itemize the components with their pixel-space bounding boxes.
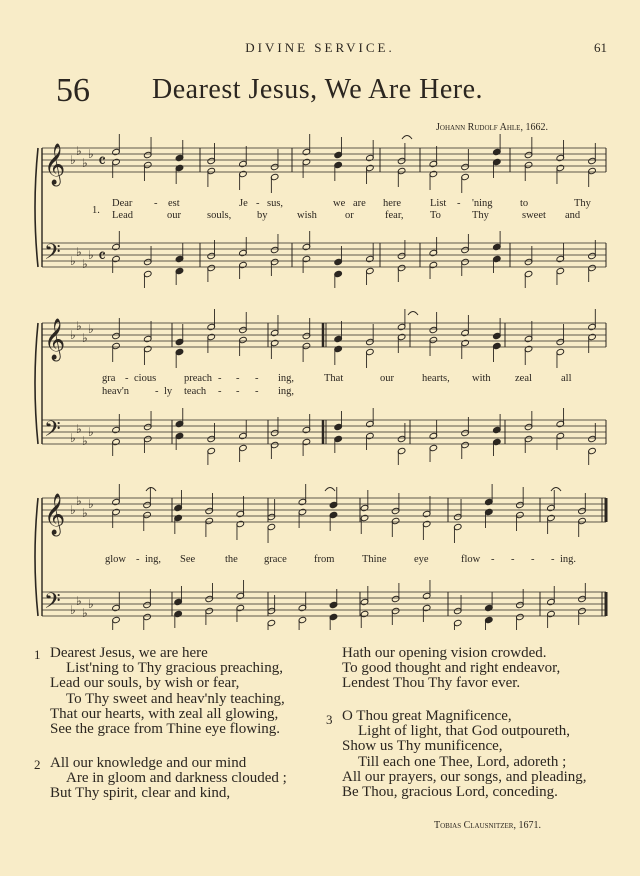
lyric-syllable: ing, [145, 554, 162, 565]
lyric-syllable: our [167, 210, 181, 221]
fermata [402, 136, 412, 140]
verse-number: 1 [34, 647, 41, 662]
lyric-syllable: See [180, 554, 196, 565]
verse-line: Light of light, that God outpoureth, [358, 723, 571, 740]
fermata [551, 488, 561, 492]
verse-line: Are in gloom and darkness clouded ; [66, 770, 287, 787]
lyric-syllable: - [218, 386, 222, 397]
text-author: Tobias Clausnitzer, 1671. [434, 820, 541, 831]
verse-number: 3 [326, 712, 333, 727]
lyric-syllable: - [154, 198, 158, 209]
verse-line: See the grace from Thine eye flowing. [50, 721, 281, 737]
lyric-syllable: - [218, 373, 222, 384]
lyric-syllable: - [255, 386, 259, 397]
flat-sign: ♭ [70, 603, 76, 617]
lyric-syllable: here [383, 198, 402, 209]
lyric-syllable: preach [184, 373, 212, 384]
lyric-syllable: ing, [278, 386, 295, 397]
lyric-syllable: heav'n [102, 386, 129, 397]
flat-sign: ♭ [70, 254, 76, 268]
flat-sign: ♭ [76, 319, 82, 333]
lyric-syllable: - [255, 373, 259, 384]
verse-line: Hath our opening vision crowded. [342, 645, 547, 661]
lyric-syllable: we [333, 198, 346, 209]
flat-sign: ♭ [76, 594, 82, 608]
flat-sign: ♭ [70, 153, 76, 167]
lyric-syllable: souls, [207, 210, 232, 221]
lyric-syllable: teach [184, 386, 207, 397]
flat-sign: ♭ [82, 506, 88, 520]
common-time: 𝄴 [98, 246, 107, 267]
verse-line: O Thou great Magnificence, [342, 708, 512, 724]
lyric-syllable: with [472, 373, 491, 384]
running-header: DIVINE SERVICE. [245, 40, 395, 55]
flat-sign: ♭ [82, 331, 88, 345]
flat-sign: ♭ [88, 425, 94, 439]
system-brace [35, 148, 38, 267]
lyric-syllable: sus, [267, 198, 284, 209]
bass-clef: 𝄢 [44, 589, 61, 619]
fermata [325, 488, 335, 492]
verse-line: Till each one Thee, Lord, adoreth ; [358, 753, 567, 770]
lyric-syllable: - [236, 386, 240, 397]
lyric-syllable: That [324, 373, 344, 384]
lyric-syllable: Thine [362, 554, 387, 565]
flat-sign: ♭ [82, 434, 88, 448]
verse-line: All our knowledge and our mind [50, 755, 247, 771]
hymn-number: 56 [56, 72, 90, 109]
lyric-syllable: flow [461, 554, 481, 565]
verse-line: But Thy spirit, clear and kind, [50, 785, 231, 802]
lyric-syllable: - [551, 554, 555, 565]
lyric-syllable: and [565, 210, 581, 221]
lyric-syllable: zeal [515, 373, 532, 384]
fermata [146, 488, 156, 492]
verse-line: Be Thou, gracious Lord, conceding. [342, 784, 558, 800]
flat-sign: ♭ [88, 597, 94, 611]
lyric-syllable: fear, [385, 210, 404, 221]
lyric-syllable: hearts, [422, 373, 450, 384]
flat-sign: ♭ [82, 606, 88, 620]
lyric-syllable: est [168, 198, 180, 209]
lyric-syllable: ing, [278, 373, 295, 384]
hymn-title: Dearest Jesus, We Are Here. [152, 74, 484, 105]
bass-clef: 𝄢 [44, 417, 61, 447]
verse-line: All our prayers, our songs, and pleading, [342, 768, 587, 785]
lyric-syllable: to [520, 198, 529, 209]
lyric-syllable: sweet [522, 210, 546, 221]
lyric-syllable: - [236, 373, 240, 384]
lyric-syllable: Dear [112, 198, 133, 209]
lyric-syllable: or [345, 210, 354, 221]
lyric-syllable: - [511, 554, 515, 565]
verse-line: Dearest Jesus, we are here [50, 645, 208, 661]
treble-clef: 𝄞 [44, 494, 66, 535]
flat-sign: ♭ [88, 248, 94, 262]
lyric-syllable: by [257, 210, 268, 221]
flat-sign: ♭ [76, 144, 82, 158]
lyric-syllable: eye [414, 554, 429, 565]
lyric-syllable: - [155, 386, 159, 397]
lyric-syllable: are [353, 198, 366, 209]
lyric-syllable: 'ning [472, 198, 493, 209]
system-brace [35, 323, 38, 444]
verse-line: Lendest Thou Thy favor ever. [342, 675, 521, 692]
flat-sign: ♭ [88, 147, 94, 161]
lyric-syllable: ly [164, 386, 173, 397]
lyric-syllable: grace [264, 554, 287, 565]
system-brace [35, 498, 38, 616]
common-time: 𝄴 [98, 151, 107, 172]
lyric-syllable: the [225, 554, 238, 565]
lyric-syllable: our [380, 373, 394, 384]
verse-number: 2 [34, 757, 41, 772]
flat-sign: ♭ [88, 322, 94, 336]
flat-sign: ♭ [82, 257, 88, 271]
flat-sign: ♭ [76, 245, 82, 259]
verse-line: Show us Thy munificence, [342, 738, 503, 755]
verse-line: List'ning to Thy gracious preaching, [66, 660, 283, 677]
lyric-syllable: cious [134, 373, 157, 384]
lyric-syllable: from [314, 554, 335, 565]
treble-clef: 𝄞 [44, 319, 66, 360]
lyric-syllable: - [256, 198, 260, 209]
lyric-syllable: Thy [472, 210, 489, 221]
lyric-syllable: To [430, 210, 441, 221]
fermata [408, 312, 418, 316]
page-number: 61 [594, 40, 607, 55]
lyric-syllable: - [531, 554, 535, 565]
flat-sign: ♭ [82, 156, 88, 170]
lyric-syllable: - [491, 554, 495, 565]
verse-line: To Thy sweet and heav'nly teaching, [66, 690, 285, 707]
flat-sign: ♭ [70, 431, 76, 445]
lyric-syllable: - [136, 554, 140, 565]
lyric-syllable: - [457, 198, 461, 209]
lyric-syllable: - [125, 373, 129, 384]
flat-sign: ♭ [76, 494, 82, 508]
lyric-syllable: all [561, 373, 572, 384]
lyric-syllable: Je [239, 198, 248, 209]
treble-clef: 𝄞 [44, 144, 66, 185]
lyric-syllable: wish [297, 210, 317, 221]
flat-sign: ♭ [88, 497, 94, 511]
verse-line: That our hearts, with zeal all glowing, [50, 705, 279, 722]
verse-line: Lead our souls, by wish or fear, [50, 675, 240, 692]
lyric-syllable: ing. [560, 554, 577, 565]
bass-clef: 𝄢 [44, 240, 61, 270]
flat-sign: ♭ [76, 422, 82, 436]
lyric-syllable: List [430, 198, 447, 209]
lyric-syllable: Lead [112, 210, 133, 221]
flat-sign: ♭ [70, 503, 76, 517]
flat-sign: ♭ [70, 328, 76, 342]
lyric-syllable: glow [105, 554, 126, 565]
lyric-syllable: gra [102, 373, 116, 384]
verse-marker: 1. [92, 205, 100, 216]
verse-line: To good thought and right endeavor, [342, 660, 561, 677]
lyric-syllable: Thy [574, 198, 591, 209]
composer-credit: Johann Rudolf Ahle, 1662. [436, 122, 548, 133]
